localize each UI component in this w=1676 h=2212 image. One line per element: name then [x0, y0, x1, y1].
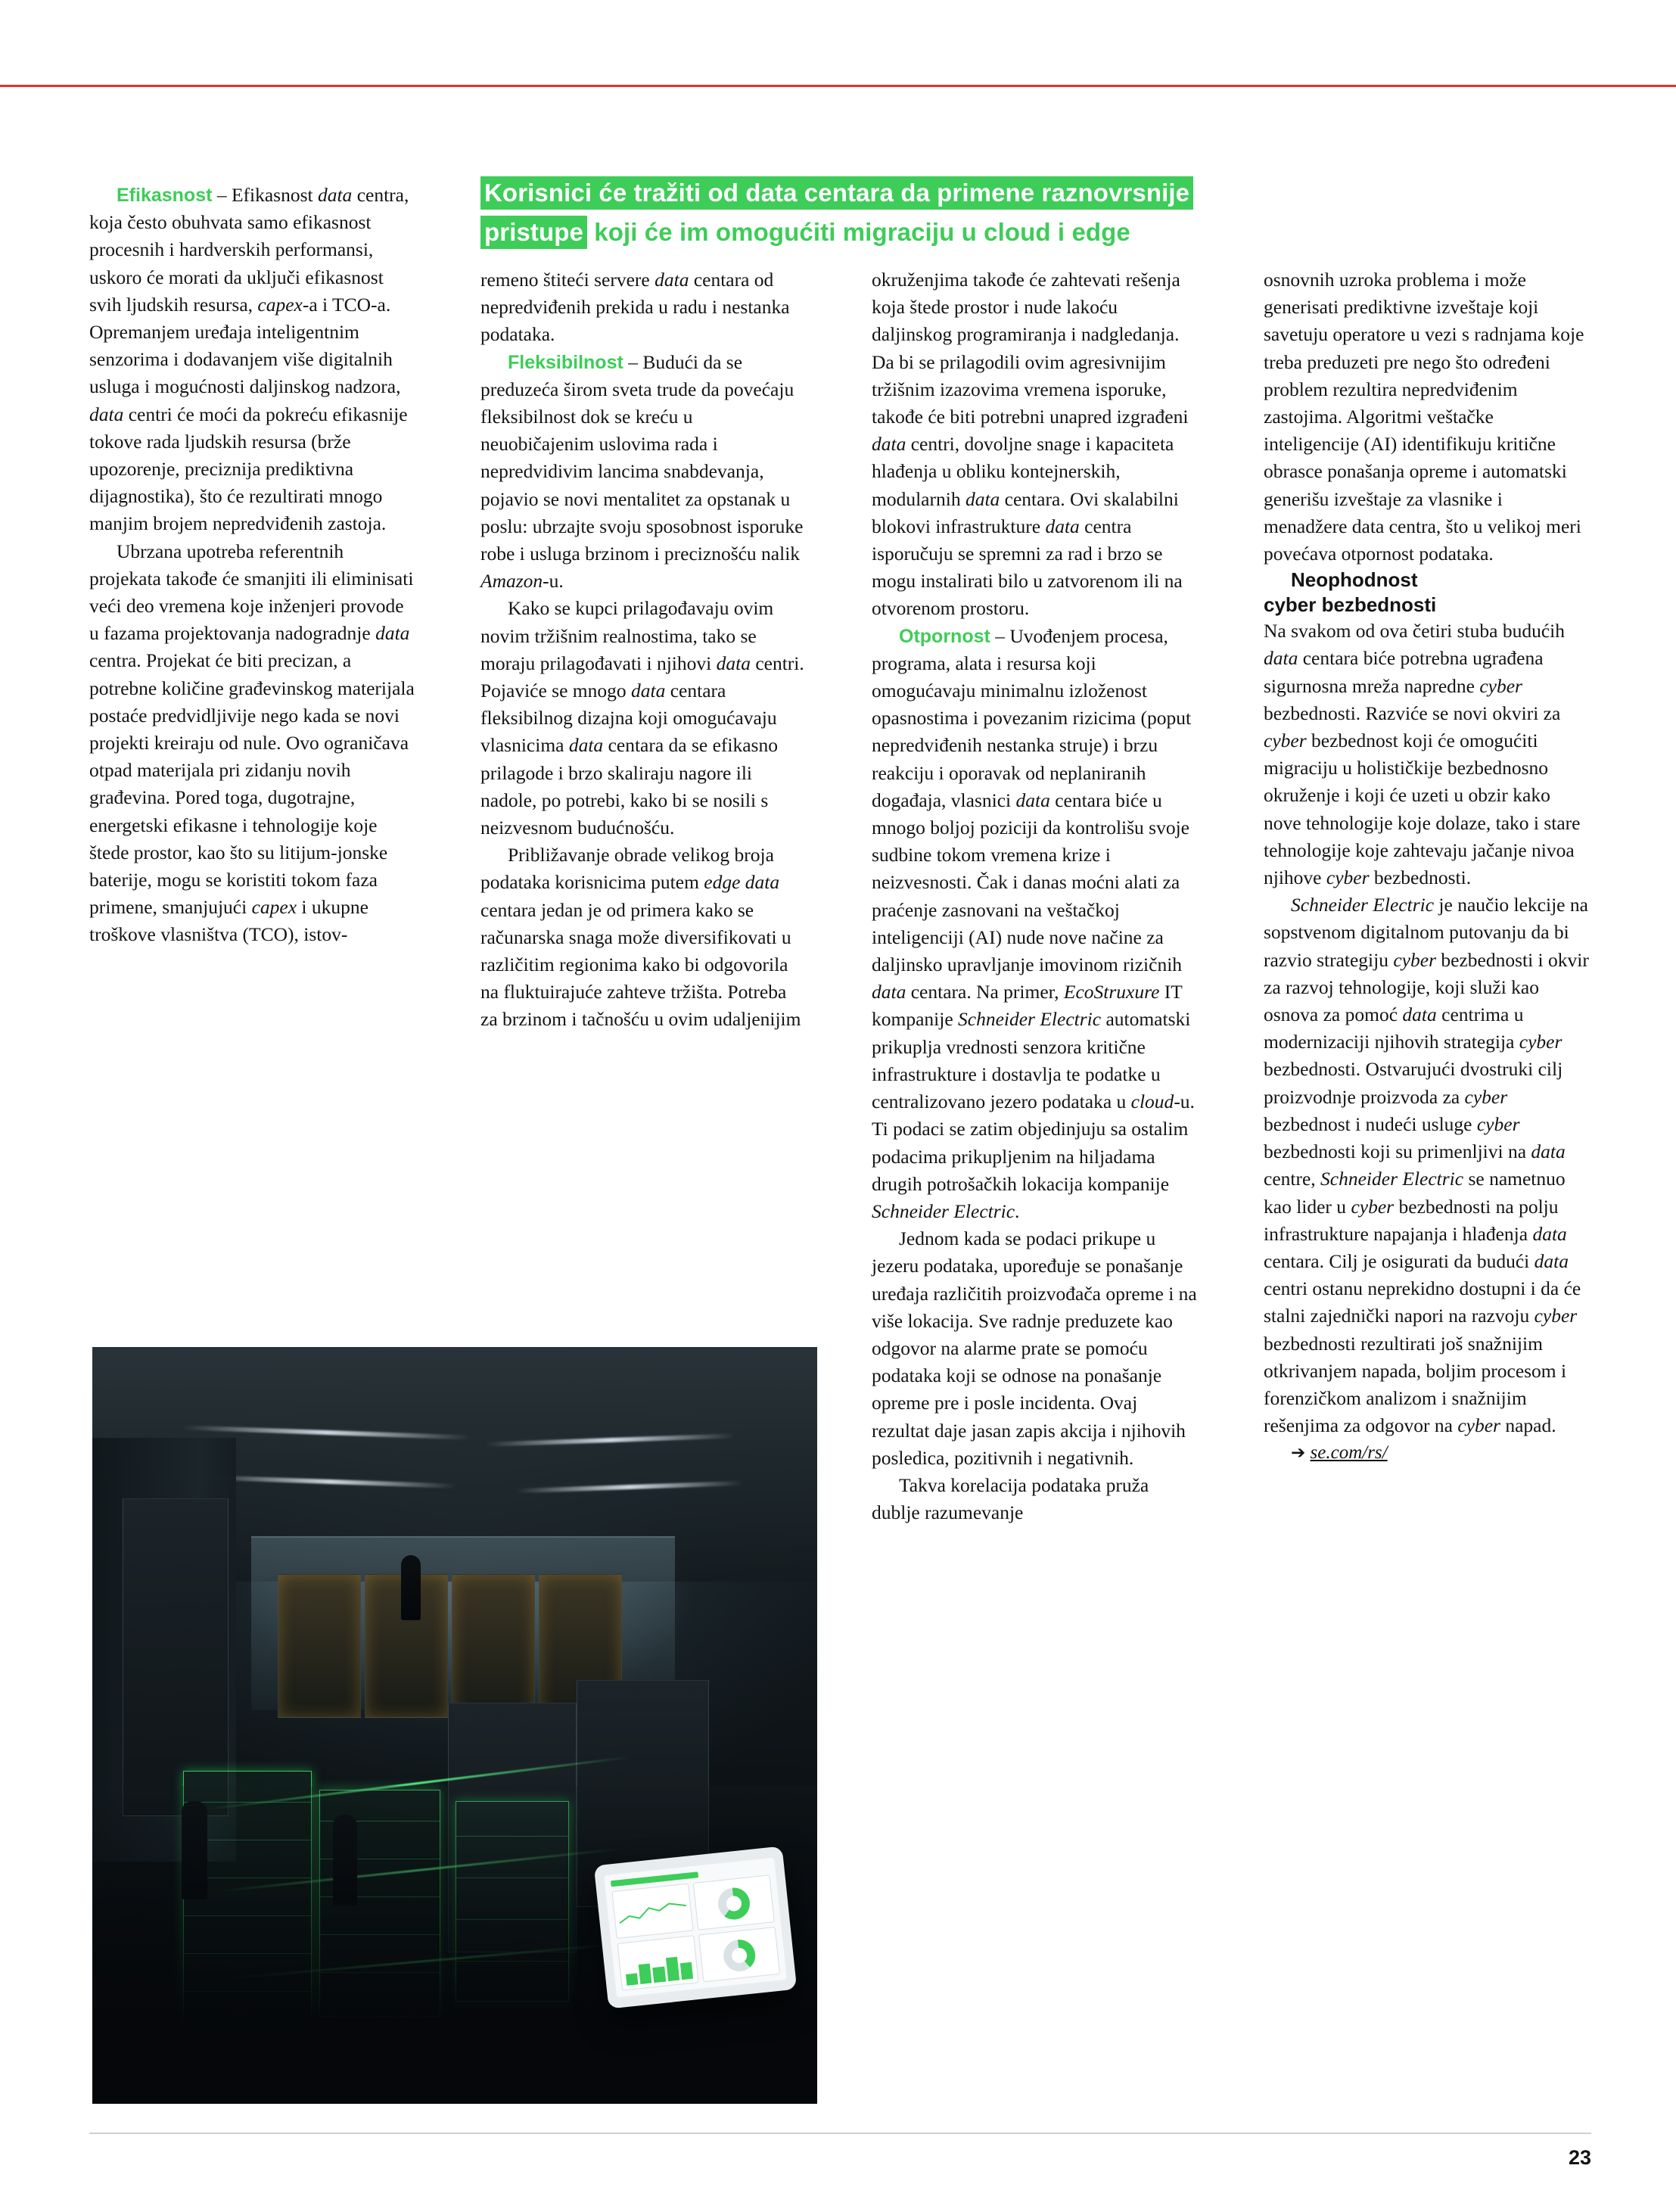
footer-rule: [89, 2133, 1591, 2134]
paragraph: [480, 595, 806, 842]
paragraph: osnovnih uzroka problema i može generisati prediktivne izveštaje koji savetuju operatore u vezi s radnjama koje treba preduzeti pre nego što određeni problem rezultira nepredviđenim zastojima. Algoritmi veštačke inteligencije (AI) identifikuju kritične obrasce ponašanja opreme i automatski generišu izveštaje za vlasnike i menadžere data centra, što u velikoj meri povećava otpornost podataka.: [1264, 269, 1584, 565]
italic-term: EcoStruxure: [1063, 981, 1160, 1003]
source-link-line: [1264, 1439, 1589, 1467]
italic-term: Schneider Electric: [958, 1008, 1102, 1031]
text: Ubrzana upotreba referentnih projekata takođe će smanjiti ili eliminisati veći deo vremena koje inženjeri provode u fazama projektovanja nadogradnje: [89, 540, 414, 645]
text: bezbednost koji će omogućiti migraciju u holističkije bezbednosno okruženje i koji će uzeti u obzir kako nove tehnologije koje dolaze, tako i stare tehnologije koje zahtevaju jačanje nivoa njihove: [1264, 730, 1581, 889]
italic-term: data: [317, 184, 353, 206]
text: centara. Ovi skalabilni blokovi infrastrukture: [872, 487, 1179, 537]
italic-term: cyber: [1519, 1031, 1563, 1053]
text: centra, koja često obuhvata samo efikasnost procesnih i hardverskih performansi, uskoro će morati da uključi efikasnost svih ljudskih resursa,: [89, 184, 409, 316]
text: centre,: [1264, 1168, 1321, 1190]
italic-term: data: [1015, 789, 1050, 811]
text: Na svakom od ova četiri stuba budućih: [1264, 620, 1565, 642]
italic-term: data: [1264, 647, 1298, 670]
headline-line-2: [480, 215, 1506, 250]
photo-server-rack: [278, 1574, 361, 1718]
photo-tablet-dashboard: [594, 1846, 797, 2008]
article-photo-data-center: [92, 1347, 817, 2104]
paragraph: [480, 842, 806, 1033]
paragraph: Takva korelacija podataka pruža dublje razumevanje: [872, 1473, 1149, 1524]
text: centara biće potrebna ugrađena sigurnosna mreža napredne: [1264, 647, 1544, 697]
text: bezbednosti. Ostvarujući dvostruki cilj proizvodnje proizvoda za: [1264, 1058, 1563, 1108]
italic-term: data: [965, 487, 1000, 510]
paragraph: [872, 266, 1199, 623]
text: bezbednosti na polju infrastrukture napajanja i hlađenja: [1264, 1195, 1559, 1245]
italic-term: cyber: [1351, 1195, 1395, 1218]
text: Kako se kupci prilagođavaju ovim novim tržišnim realnostima, tako se moraju prilagođavati i njihovi: [480, 597, 774, 674]
text: centri, dovoljne snage i kapaciteta hlađenja u obliku kontejnerskih, modularnih: [872, 433, 1174, 510]
subheading-line-1: Neophodnost: [1291, 568, 1418, 592]
text: centara. Cilj je osigurati da budući: [1264, 1249, 1535, 1272]
paragraph: [1264, 618, 1589, 891]
italic-term: data: [872, 981, 906, 1003]
italic-term: data: [716, 652, 751, 674]
italic-term: cloud: [1130, 1090, 1174, 1113]
paragraph: [89, 182, 415, 538]
italic-term: Schneider Electric: [1291, 894, 1435, 916]
italic-term: Schneider Electric: [872, 1199, 1015, 1222]
paragraph: [480, 349, 806, 596]
article-headline: [480, 176, 1506, 250]
italic-term: capex: [251, 896, 297, 919]
text: centri. Pojaviće se mnogo: [480, 652, 804, 702]
headline-line-1-text: Korisnici će tražiti od data centara da primene raznovrsnije: [480, 176, 1193, 210]
text: centara od nepredviđenih prekida u radu i nestanka podataka.: [480, 269, 790, 346]
headline-line-2-highlight: pristupe: [480, 216, 587, 249]
text: okruženjima takođe će zahtevati rešenja koja štede prostor i nude lakoću daljinskog programiranja i nadgledanja. Da bi se prilagodili ovim agresivnijim tržišnim izazovima vremena isporuke, takođe će biti potrebni unapred izgrađeni: [872, 269, 1189, 428]
text: -u.: [543, 570, 564, 593]
italic-term: data: [1532, 1222, 1567, 1245]
headline-line-2-rest: koji će im omogućiti migraciju u cloud i edge: [586, 218, 1130, 246]
text: bezbednosti koji su primenljivi na: [1264, 1140, 1531, 1163]
italic-term: cyber: [1476, 1112, 1520, 1135]
text: centara fleksibilnog dizajna koji omogućavaju vlasnicima: [480, 680, 777, 757]
italic-term: cyber: [1457, 1414, 1500, 1437]
italic-term: data: [375, 622, 410, 645]
text: Približavanje obrade velikog broja podataka korisnicima putem: [480, 844, 774, 894]
italic-term: data: [1045, 515, 1080, 537]
photo-server-rack: [452, 1574, 535, 1718]
text: .: [1015, 1199, 1020, 1222]
italic-term: data: [89, 403, 124, 425]
text: -a i TCO-a. Opremanjem uređaja inteligentnim senzorima i dodavanjem više digitalnih usluga i mogućnosti daljinskog nadzora,: [89, 293, 401, 398]
text: centrima u modernizaciji njihovih strategija: [1264, 1003, 1524, 1053]
text: bezbednosti rezultirati još snažnijim otkrivanjem napada, boljim procesom i forenzičkom analizom i snažnijim rešenjima za odgovor na: [1264, 1332, 1567, 1437]
text: centara. Na primer,: [906, 981, 1064, 1003]
top-rule: [0, 85, 1676, 87]
text: centri ostanu neprekidno dostupni i da će stalni zajednički napori na razvoju: [1264, 1277, 1581, 1327]
italic-term: data: [872, 433, 906, 456]
paragraph: [89, 538, 415, 949]
text: centri će moći da pokreću efikasnije tokove rada ljudskih resursa (brže upozorenje, preciznija prediktivna dijagnostika), što će rezultirati mnogo manjim brojem nepredviđenih zastoja.: [89, 403, 408, 535]
text: IT kompanije: [872, 981, 1183, 1031]
text: – Budući da se preduzeća širom sveta trude da povećaju fleksibilnost dok se kreću u neuobičajenim uslovima rada i nepredvidivim lancima snabdevanja, pojavio se novi mentalitet za opstanak u poslu: ubrzajte svoju sposobnost isporuke robe i usluga brzinom i preciznošću nalik: [480, 350, 804, 565]
text: se nametnuo kao lider u: [1264, 1168, 1566, 1218]
text: je naučio lekcije na sopstvenom digitalnom putovanju da bi razvio strategiju: [1264, 894, 1588, 971]
tablet-screen: [604, 1858, 787, 1998]
italic-term: Schneider Electric: [1320, 1168, 1464, 1190]
paragraph: [1264, 891, 1589, 1439]
text: centara biće u mnogo boljoj poziciji da kontrolišu svoje sudbine tokom vremena krize i neizvesnosti. Čak i danas moćni alati za praćenje zasnovani na veštačkoj inteligenciji (AI) nude nove načine za daljinsko upravljanje imovinom rizičnih: [872, 789, 1190, 976]
text-column-3: [872, 266, 1199, 1526]
dashboard-gauge: [698, 1927, 780, 1982]
lead-in-efikasnost: Efikasnost: [117, 185, 213, 206]
italic-term: data: [655, 269, 689, 291]
text: bezbednost i nudeći usluge: [1264, 1112, 1477, 1135]
page-number: 23: [1568, 2146, 1591, 2169]
subheading-line-2: cyber bezbednosti: [1264, 593, 1437, 617]
text: i ukupne troškove vlasništva (TCO), istov-: [89, 896, 368, 946]
text: remeno štiteći servere: [480, 269, 655, 291]
photo-person: [401, 1555, 421, 1620]
italic-term: data: [1402, 1003, 1437, 1026]
italic-term: data: [568, 734, 604, 757]
paragraph: [480, 266, 806, 349]
italic-term: cyber: [1326, 866, 1370, 889]
arrow-right-icon: ➔: [1291, 1443, 1306, 1464]
text-column-2: [480, 266, 806, 1034]
text: centra isporučuju se spremni za rad i brzo se mogu instalirati bilo u zatvorenom ili na otvorenom prostoru.: [872, 515, 1183, 620]
italic-term: data: [1534, 1249, 1569, 1272]
dashboard-line-chart: [611, 1884, 693, 1939]
italic-term: capex: [257, 293, 303, 316]
photo-equipment-cabinet: [123, 1498, 229, 1816]
dashboard-donut-chart: [693, 1874, 775, 1930]
italic-term: cyber: [1464, 1085, 1508, 1108]
paragraph: Jednom kada se podaci prikupe u jezeru podataka, upoređuje se ponašanje uređaja različitih proizvođača opreme i na više lokacija. Sve radnje preduzete kao odgovor na alarme prate se pomoću podataka koji se odnose na ponašanje opreme pre i posle incidenta. Ovaj rezultat daje jasan zapis akcija i njihovih posledica, pozitivnih i negativnih.: [872, 1227, 1197, 1469]
italic-term: Amazon: [480, 570, 543, 593]
text-column-1: [89, 182, 415, 949]
text: centara da se efikasno prilagode i brzo skaliraju nagore ili nadole, po potrebi, kako bi se nosili s neizvesnom budućnošću.: [480, 734, 778, 839]
text: – Efikasnost: [212, 184, 318, 206]
text: automatski prikuplja vrednosti senzora kritične infrastrukture i dostavlja te podatke u centralizovano jezero podataka u: [872, 1008, 1191, 1113]
text: napad.: [1500, 1414, 1556, 1437]
paragraph: [872, 623, 1199, 1225]
italic-term: cyber: [1534, 1305, 1578, 1327]
headline-line-1: [480, 176, 1506, 210]
italic-term: data: [1531, 1140, 1566, 1163]
text: -u. Ti podaci se zatim objedinjuju sa ostalim podacima prikupljenim na hiljadama drugih potrošačkih lokacija kompanije: [872, 1090, 1195, 1195]
italic-term: cyber: [1264, 730, 1307, 752]
text: bezbednosti. Razviće se novi okviri za: [1264, 702, 1561, 724]
dashboard-bar-chart: [617, 1935, 699, 1990]
source-link[interactable]: se.com/rs/: [1310, 1442, 1388, 1464]
lead-in-otpornost: Otpornost: [899, 625, 990, 647]
italic-term: edge data: [704, 871, 780, 894]
text: – Uvođenjem procesa, programa, alata i resursa koji omogućavaju minimalnu izloženost opasnostima i povezanim rizicima (poput nepredviđenih nestanka struje) i brzu reakciju i oporavak od neplaniranih događaja, vlasnici: [872, 624, 1192, 811]
italic-term: data: [631, 680, 666, 702]
text: centra. Projekat će biti precizan, a potrebne količine građevinskog materijala postaće predvidljivije nego kada se novi projekti kreiraju od nule. Ovo ograničava otpad materijala pri zidanju novih građevina. Pored toga, dugotrajne, energetski efikasne i tehnologije koje štede prostor, kao što su litijum-jonske baterije, mogu se koristiti tokom faza primene, smanjujući: [89, 649, 415, 919]
text: centara jedan je od primera kako se računarska snaga može diversifikovati u različitim regionima kako bi odgovorila na fluktuirajuće zahteve tržišta. Potreba za brzinom i tačnošću u ovim udaljenijim: [480, 898, 801, 1031]
text: bezbednosti.: [1369, 866, 1472, 889]
section-subheading: [1264, 568, 1589, 618]
text: bezbednosti i okvir za razvoj tehnologije, koji služi kao osnova za pomoć: [1264, 948, 1589, 1026]
dashboard-row: [617, 1927, 780, 1991]
text-column-4: [1264, 266, 1589, 1467]
italic-term: cyber: [1479, 674, 1522, 697]
italic-term: cyber: [1393, 948, 1436, 971]
lead-in-fleksibilnost: Fleksibilnost: [508, 351, 623, 373]
